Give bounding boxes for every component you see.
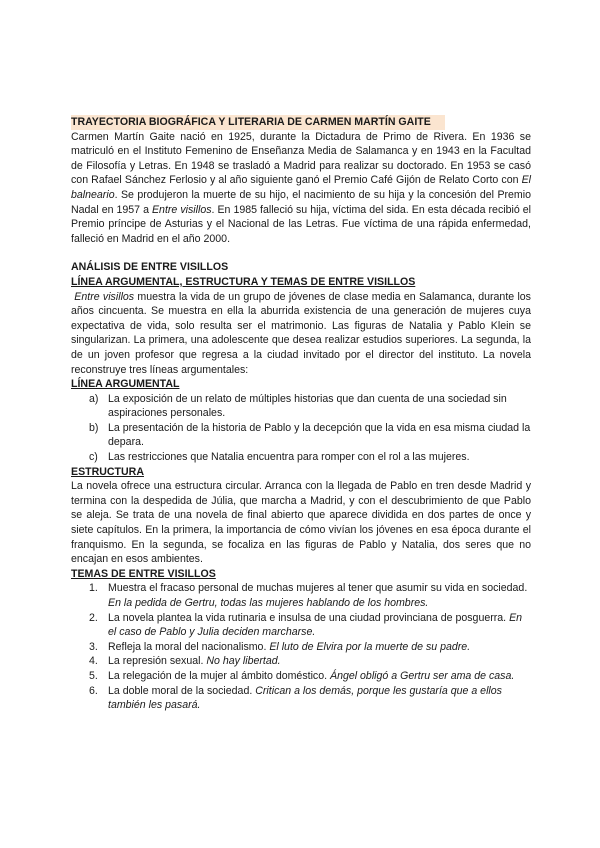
list-item: a) La exposición de un relato de múltiples historias que dan cuenta de una sociedad sin aspiraciones personales. [89, 392, 507, 420]
document-body [71, 115, 531, 713]
section-temas [71, 567, 531, 713]
list-item: 6. La doble moral de la sociedad. Critican a los demás, porque les gustaría que a ellos también les pasará. [89, 684, 502, 712]
list-item: 2. La novela plantea la vida rutinaria e insulsa de una ciudad provinciana de posguerra. En el caso de Pablo y Julia deciden marcharse. [89, 611, 523, 639]
list-item: 5. La relegación de la mujer al ámbito doméstico. Ángel obligó a Gertru ser ama de casa. [89, 669, 515, 682]
section-title-temas: TEMAS DE ENTRE VISILLOS [71, 567, 216, 580]
section-title-biografia: TRAYECTORIA BIOGRÁFICA Y LITERARIA DE CARMEN MARTÍN GAITE [71, 115, 445, 130]
section-title-estructura: ESTRUCTURA [71, 465, 144, 478]
work-title-entre-visillos: Entre visillos [151, 203, 212, 216]
estructura-paragraph: La novela ofrece una estructura circular. Arranca con la llegada de Pablo en tren desde Madrid y termina con la despedida de Júlia, que marcha a Madrid, y con el descubrimiento de que Pablo se aleja. Se trata de una novela de final abierto que aparece dividida en dos partes de once y siete capítulos. En la primera, la importancia de cómo vivían los jóvenes en esa época durante el franquismo. En la segunda, se focaliza en las figuras de Pablo y Natalia, dos seres que no encajan en esos ambientes. [71, 480, 531, 566]
section-subtitle-analisis: LÍNEA ARGUMENTAL, ESTRUCTURA Y TEMAS DE ENTRE VISILLOS [71, 275, 416, 288]
list-item: b) La presentación de la historia de Pablo y la decepción que la vida en esa misma ciudad la depara. [89, 421, 531, 449]
section-title-analisis: ANÁLISIS DE ENTRE VISILLOS [71, 261, 229, 274]
section-biografia [71, 115, 531, 246]
analisis-paragraph: Entre visillos muestra la vida de un grupo de jóvenes de clase media en Salamanca, durante los años cincuenta. Se muestra en ella la aburrida existencia de una generación de mujeres cuya expectativa de vida, solo resulta ser el matrimonio. Las figuras de Natalia y Pablo Klein se singularizan. La primera, una adolescente que desea realizar estudios superiores. La segunda, la de un joven profesor que regresa a la ciudad invitado por el director del instituto. La novela reconstruye tres líneas argumentales: [71, 290, 531, 376]
work-title-balneario: El balneario [71, 174, 531, 201]
section-linea-argumental [71, 377, 531, 465]
section-analisis [71, 260, 531, 377]
list-item: c) Las restricciones que Natalia encuentra para romper con el rol a las mujeres. [89, 451, 470, 464]
biografia-paragraph: Carmen Martín Gaite nació en 1925, durante la Dictadura de Primo de Rivera. En 1936 se matriculó en el Instituto Femenino de Enseñanza Media de Salamanca y en 1943 en la Facultad de Filosofía y Letras. En 1948 se trasladó a Madrid para realizar su doctorado. En 1953 se casó con Rafael Sánchez Ferlosio y al año siguiente ganó el Premio Café Gijón de Relato Corto con El balneario. Se produjeron la muerte de su hijo, el nacimiento de su hija y la concesión del Premio Nadal en 1957 a Entre visillos. En 1985 falleció su hija, víctima del sida. En esta década recibió el Premio príncipe de Asturias y el Nacional de las Letras. Fue víctima de una rápida enfermedad, falleció en Madrid en el año 2000. [71, 130, 531, 245]
list-item: 4. La represión sexual. No hay libertad. [89, 655, 281, 668]
temas-list [71, 581, 531, 712]
section-estructura [71, 465, 531, 567]
list-item: 1. Muestra el fracaso personal de muchas mujeres al tener que asumir su vida en sociedad. En la pedida de Gertru, todas las mujeres hablando de los hombres. [89, 582, 528, 609]
list-item: 3. Refleja la moral del nacionalismo. El luto de Elvira por la muerte de su padre. [89, 640, 471, 653]
linea-list [71, 392, 531, 465]
section-title-linea: LÍNEA ARGUMENTAL [71, 378, 180, 391]
